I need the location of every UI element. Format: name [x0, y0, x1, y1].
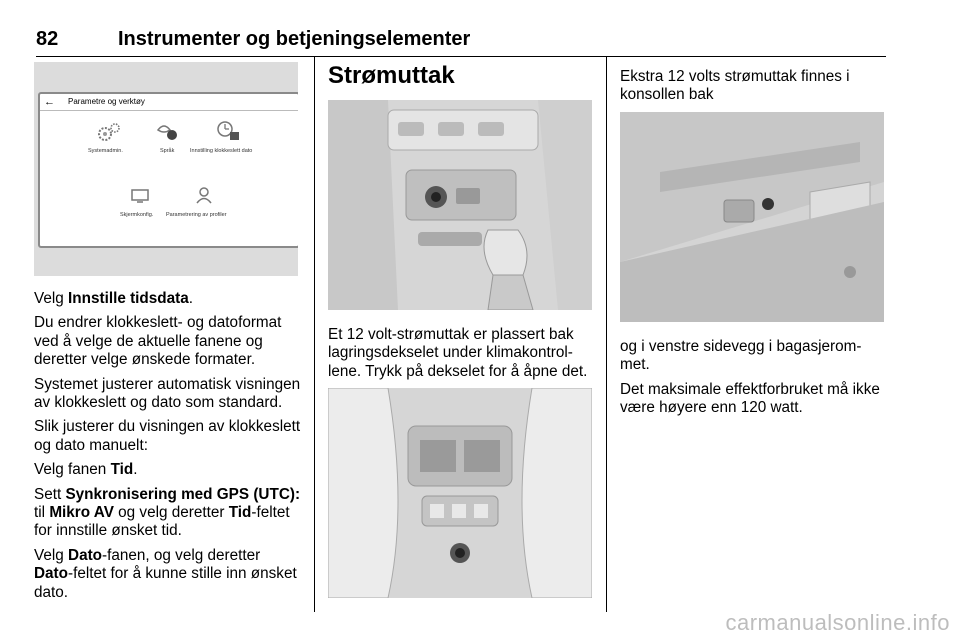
screen-title: Parametre og verktøy — [68, 97, 145, 106]
paragraph: Sett Synkronisering med GPS (UTC): til Mikro AV og velg deretter Tid-feltet for innstille ønsket tid. — [34, 485, 301, 540]
page-header — [36, 26, 886, 57]
trunk-sidewall-figure — [620, 112, 884, 322]
front-console-figure — [328, 100, 592, 310]
paragraph: Slik justerer du visningen av klokkeslett og dato manuelt: — [34, 418, 301, 454]
column-divider — [606, 56, 607, 612]
language-label: Språk — [160, 148, 175, 154]
profiles-label: Parametrering av profiler — [166, 212, 227, 218]
section-title: Strømuttak — [328, 62, 455, 89]
page-number: 82 — [36, 28, 59, 50]
profile-icon — [194, 186, 214, 204]
paragraph: Systemet justerer automatisk visningen av klokkeslett og dato som standard. — [34, 375, 301, 412]
trunk-sidewall-illustration — [620, 112, 884, 322]
monitor-icon — [130, 188, 150, 204]
infotainment-screen — [38, 92, 298, 248]
rear-console-figure — [328, 388, 592, 598]
paragraph: og i venstre sidevegg i bagasjerommet. — [620, 338, 862, 374]
paragraph: Det maksimale effektforbruket må ikke være høyere enn 120 watt. — [620, 380, 880, 417]
chapter-title: Instrumenter og betjeningselementer — [118, 28, 471, 50]
column-1-text — [34, 290, 302, 608]
time-date-label: Innstilling klokkeslett dato — [190, 148, 253, 154]
arrow-left-icon: ← — [44, 96, 55, 108]
systemadmin-label: Systemadmin. — [88, 148, 123, 154]
paragraph: Et 12 volt-strømuttak er plassert bak lagringsdekselet under klimakontrollene. Trykk på dekselet for å åpne det. — [328, 326, 588, 380]
language-icon — [156, 122, 182, 142]
front-console-illustration — [328, 100, 592, 310]
clock-calendar-icon — [216, 120, 242, 142]
paragraph: Velg Dato-fanen, og velg deretter Dato-feltet for å kunne stille inn ønsket dato. — [34, 546, 297, 601]
screen-config-label: Skjermkonfig. — [120, 212, 154, 218]
screen-title-bar — [40, 94, 298, 111]
watermark-text: carmanualsonline.info — [725, 610, 950, 635]
column-divider — [314, 56, 315, 612]
paragraph: Velg Innstille tidsdata. — [34, 290, 193, 307]
column-3-text — [620, 338, 886, 424]
settings-screen-figure — [34, 62, 298, 276]
paragraph: Velg fanen Tid. — [34, 461, 138, 479]
paragraph: Ekstra 12 volts strømuttak finnes i konsollen bak — [620, 68, 850, 104]
gears-icon — [96, 122, 122, 142]
column-3-intro — [620, 68, 886, 111]
paragraph: Du endrer klokkeslett- og datoformat ved å velge de aktuelle fanene og deretter velge ønskede formater. — [34, 314, 282, 369]
column-2-text — [328, 326, 598, 387]
rear-console-illustration — [328, 388, 592, 598]
